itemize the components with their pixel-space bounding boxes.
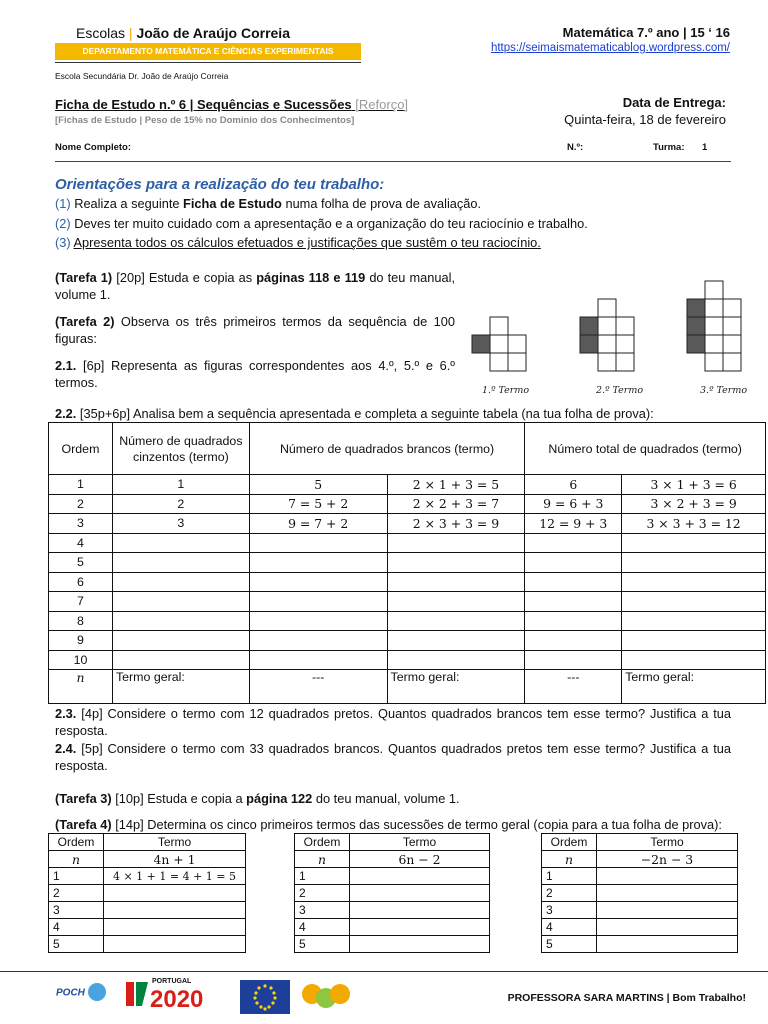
table-row <box>49 650 766 670</box>
table-row <box>49 868 246 885</box>
school-full-name: Escola Secundária Dr. João de Araújo Correia <box>55 71 229 81</box>
table-row <box>542 902 738 919</box>
table-cell <box>622 611 766 631</box>
table-cell: 2 <box>49 494 113 514</box>
table-cell <box>622 631 766 651</box>
table-header-row <box>49 423 766 475</box>
sequence-table <box>48 422 766 704</box>
task-2-1: 2.1. [6p] Representa as figuras correspondentes aos 4.º, 5.º e 6.º termos. <box>55 358 455 390</box>
table-row <box>542 919 738 936</box>
table-cell <box>387 631 525 651</box>
table-header-row <box>295 834 490 851</box>
table-row <box>295 868 490 885</box>
table-cell: 5 <box>249 475 387 495</box>
poch-logo: POCH <box>56 983 106 1001</box>
table-row <box>49 936 246 953</box>
table-row-expression <box>542 851 738 868</box>
orientation-item-3: (3) Apresenta todos os cálculos efetuados e justificações que sustêm o teu raciocínio. <box>55 235 541 250</box>
task-2-4: 2.4. [5p] Considere o termo com 33 quadrados brancos. Quantos quadrados pretos tem esse termo? Justifica a tua resposta. <box>55 741 732 773</box>
orientation-item-1: (1) Realiza a seguinte Ficha de Estudo numa folha de prova de avaliação. <box>55 196 482 211</box>
task-1: (Tarefa 1) [20p] Estuda e copia as páginas 118 e 119 do teu manual, volume 1. <box>55 270 456 302</box>
table-row <box>542 885 738 902</box>
table-row <box>295 936 490 953</box>
table-cell <box>525 553 622 573</box>
table-cell: 5 <box>49 553 113 573</box>
table-cell <box>387 650 525 670</box>
cell-order: 1 <box>295 868 350 885</box>
table-cell <box>112 611 249 631</box>
cell-order: 4 <box>542 919 597 936</box>
table-cell <box>112 572 249 592</box>
figure-term-3 <box>687 281 741 371</box>
header-white: Número de quadrados brancos (termo) <box>249 423 525 475</box>
divider <box>55 161 731 162</box>
table-cell: 1 <box>112 475 249 495</box>
cell-order: 3 <box>49 902 104 919</box>
cell-term <box>597 885 738 902</box>
cell-term <box>350 936 490 953</box>
table-cell <box>249 631 387 651</box>
cell-dash: --- <box>525 670 622 704</box>
cell-order: 4 <box>295 919 350 936</box>
cell-order: 5 <box>295 936 350 953</box>
table-cell: 2 <box>112 494 249 514</box>
table-cell: 7 = 5 + 2 <box>249 494 387 514</box>
table-cell <box>249 572 387 592</box>
portugal-flag-icon <box>122 978 152 1008</box>
cell-n: n <box>295 851 350 868</box>
cell-order: 4 <box>49 919 104 936</box>
table-row-general <box>49 670 766 704</box>
cell-term <box>104 936 246 953</box>
table-row <box>49 902 246 919</box>
date-label: Data de Entrega: <box>622 95 726 110</box>
cell-order: 2 <box>542 885 597 902</box>
cell-term <box>104 902 246 919</box>
cell-term <box>104 919 246 936</box>
table-header-row <box>49 834 246 851</box>
table-cell: 9 <box>49 631 113 651</box>
cell-order: 3 <box>542 902 597 919</box>
table-cell <box>249 592 387 612</box>
figure-term-2 <box>580 299 634 371</box>
task-3: (Tarefa 3) [10p] Estuda e copia a página 122 do teu manual, volume 1. <box>55 791 460 806</box>
table-cell <box>622 553 766 573</box>
table-row <box>49 885 246 902</box>
table-row <box>49 475 766 495</box>
table-cell <box>387 592 525 612</box>
table-row <box>49 572 766 592</box>
footer-text: PROFESSORA SARA MARTINS | Bom Trabalho! <box>507 992 746 1004</box>
table-cell <box>622 533 766 553</box>
cell-term <box>350 885 490 902</box>
table-cell <box>387 553 525 573</box>
sequence-table-a <box>48 833 246 953</box>
tep-logo-icon <box>300 980 352 1014</box>
table-cell: 12 = 9 + 3 <box>525 514 622 534</box>
class-value: 1 <box>702 142 708 153</box>
table-cell <box>112 650 249 670</box>
school-prefix: Escolas <box>76 25 126 41</box>
header-total: Número total de quadrados (termo) <box>525 423 766 475</box>
cell-term <box>597 902 738 919</box>
cell-term <box>597 919 738 936</box>
table-row <box>49 592 766 612</box>
table-cell <box>387 572 525 592</box>
portugal-2020-logo: PORTUGAL 2020 <box>122 978 152 1008</box>
header-grey: Número de quadrados cinzentos (termo) <box>112 423 249 475</box>
table-cell <box>387 533 525 553</box>
cell-expression: 4n + 1 <box>104 851 246 868</box>
table-cell <box>622 592 766 612</box>
cell-term <box>104 885 246 902</box>
table-cell: 3 <box>112 514 249 534</box>
cell-term <box>597 936 738 953</box>
sequence-table-b <box>294 833 490 953</box>
table-cell <box>249 553 387 573</box>
table-cell <box>112 533 249 553</box>
table-cell: 9 = 7 + 2 <box>249 514 387 534</box>
caption-term-1: 1.º Termo <box>482 385 530 396</box>
table-row <box>49 611 766 631</box>
cell-order: 3 <box>295 902 350 919</box>
sequence-table-c <box>541 833 738 953</box>
cell-order: 5 <box>542 936 597 953</box>
table-row <box>49 533 766 553</box>
table-row <box>49 553 766 573</box>
separator: | <box>128 25 133 41</box>
table-cell <box>525 611 622 631</box>
header-order: Ordem <box>542 834 597 851</box>
table-cell <box>525 650 622 670</box>
table-cell <box>112 631 249 651</box>
table-row <box>49 631 766 651</box>
table-cell: 6 <box>525 475 622 495</box>
class-label: Turma: <box>653 142 685 153</box>
table-row <box>295 885 490 902</box>
cell-order: 2 <box>49 885 104 902</box>
eu-flag-icon <box>240 980 290 1014</box>
cell-order: 2 <box>295 885 350 902</box>
cell-expression: 6n − 2 <box>350 851 490 868</box>
cell-order: 1 <box>542 868 597 885</box>
orientation-item-2: (2) Deves ter muito cuidado com a apresentação e a organização do teu raciocínio e trabalho. <box>55 216 588 231</box>
cell-term <box>350 919 490 936</box>
table-cell <box>112 553 249 573</box>
table-row <box>49 514 766 534</box>
school-name: João de Araújo Correia <box>136 25 290 41</box>
table-cell <box>525 631 622 651</box>
table-row <box>49 919 246 936</box>
table-cell: 10 <box>49 650 113 670</box>
table-cell: 4 <box>49 533 113 553</box>
header-order: Ordem <box>49 423 113 475</box>
caption-term-3: 3.º Termo <box>700 385 748 396</box>
table-cell <box>249 611 387 631</box>
table-cell: 3 × 1 + 3 = 6 <box>622 475 766 495</box>
task-2-2: 2.2. [35p+6p] Analisa bem a sequência apresentada e completa a seguinte tabela (na tua folha de prova): <box>55 406 654 421</box>
table-cell <box>525 572 622 592</box>
table-cell: 2 × 2 + 3 = 7 <box>387 494 525 514</box>
table-header-row <box>542 834 738 851</box>
cell-order: 5 <box>49 936 104 953</box>
table-cell: 3 <box>49 514 113 534</box>
table-row <box>542 936 738 953</box>
header-order: Ordem <box>49 834 104 851</box>
blog-link[interactable]: https://seimaismatematicablog.wordpress.com/ <box>490 42 730 54</box>
table-cell: 1 <box>49 475 113 495</box>
task-2: (Tarefa 2) Observa os três primeiros termos da sequência de 100 figuras: <box>55 314 456 346</box>
table-cell <box>249 650 387 670</box>
cell-dash: --- <box>249 670 387 704</box>
table-cell <box>525 533 622 553</box>
table-cell <box>249 533 387 553</box>
table-cell: 8 <box>49 611 113 631</box>
cell-term <box>597 868 738 885</box>
table-cell <box>387 611 525 631</box>
table-row-expression <box>295 851 490 868</box>
table-row <box>295 919 490 936</box>
cell-term <box>350 902 490 919</box>
table-cell: 3 × 3 + 3 = 12 <box>622 514 766 534</box>
table-row <box>295 902 490 919</box>
cell-n: n <box>542 851 597 868</box>
task-4: (Tarefa 4) [14p] Determina os cinco primeiros termos das sucessões de termo geral (copia para a tua folha de prova): <box>55 817 722 832</box>
table-cell: 2 × 1 + 3 = 5 <box>387 475 525 495</box>
number-label: N.º: <box>567 142 584 153</box>
sheet-subtitle: [Fichas de Estudo | Peso de 15% no Domínio dos Conhecimentos] <box>55 115 355 126</box>
orientations-heading: Orientações para a realização do teu trabalho: <box>55 176 385 193</box>
task-2-3: 2.3. [4p] Considere o termo com 12 quadrados pretos. Quantos quadrados brancos tem esse termo? Justifica a tua resposta. <box>55 706 732 738</box>
cell-order: 1 <box>49 868 104 885</box>
caption-term-2: 2.º Termo <box>596 385 644 396</box>
sheet-title: Ficha de Estudo n.º 6 | Sequências e Sucessões [Reforço] <box>55 97 409 112</box>
table-row <box>542 868 738 885</box>
divider <box>55 62 361 63</box>
cell-term: 4 × 1 + 1 = 4 + 1 = 5 <box>104 868 246 885</box>
header-order: Ordem <box>295 834 350 851</box>
table-cell: 9 = 6 + 3 <box>525 494 622 514</box>
school-header <box>76 25 290 41</box>
header-term: Termo <box>350 834 490 851</box>
cell-general-term: Termo geral: <box>387 670 525 704</box>
cell-general-term: Termo geral: <box>622 670 766 704</box>
table-cell <box>112 592 249 612</box>
name-label: Nome Completo: <box>55 142 131 153</box>
table-cell: 3 × 2 + 3 = 9 <box>622 494 766 514</box>
date-value: Quinta-feira, 18 de fevereiro <box>564 112 726 127</box>
table-cell: 2 × 3 + 3 = 9 <box>387 514 525 534</box>
table-cell <box>622 572 766 592</box>
cell-n: n <box>49 670 113 704</box>
cell-n: n <box>49 851 104 868</box>
figure-term-1 <box>472 317 526 371</box>
department-banner: DEPARTAMENTO MATEMÁTICA E CIÊNCIAS EXPERIMENTAIS <box>55 43 361 60</box>
table-row-expression <box>49 851 246 868</box>
table-cell <box>525 592 622 612</box>
header-term: Termo <box>597 834 738 851</box>
header-term: Termo <box>104 834 246 851</box>
cell-term <box>350 868 490 885</box>
table-cell <box>622 650 766 670</box>
table-cell: 6 <box>49 572 113 592</box>
table-cell: 7 <box>49 592 113 612</box>
cell-general-term: Termo geral: <box>112 670 249 704</box>
cell-expression: −2n − 3 <box>597 851 738 868</box>
table-row <box>49 494 766 514</box>
subject-label: Matemática 7.º ano | 15 ‘ 16 <box>562 25 730 40</box>
footer-divider <box>0 971 768 972</box>
